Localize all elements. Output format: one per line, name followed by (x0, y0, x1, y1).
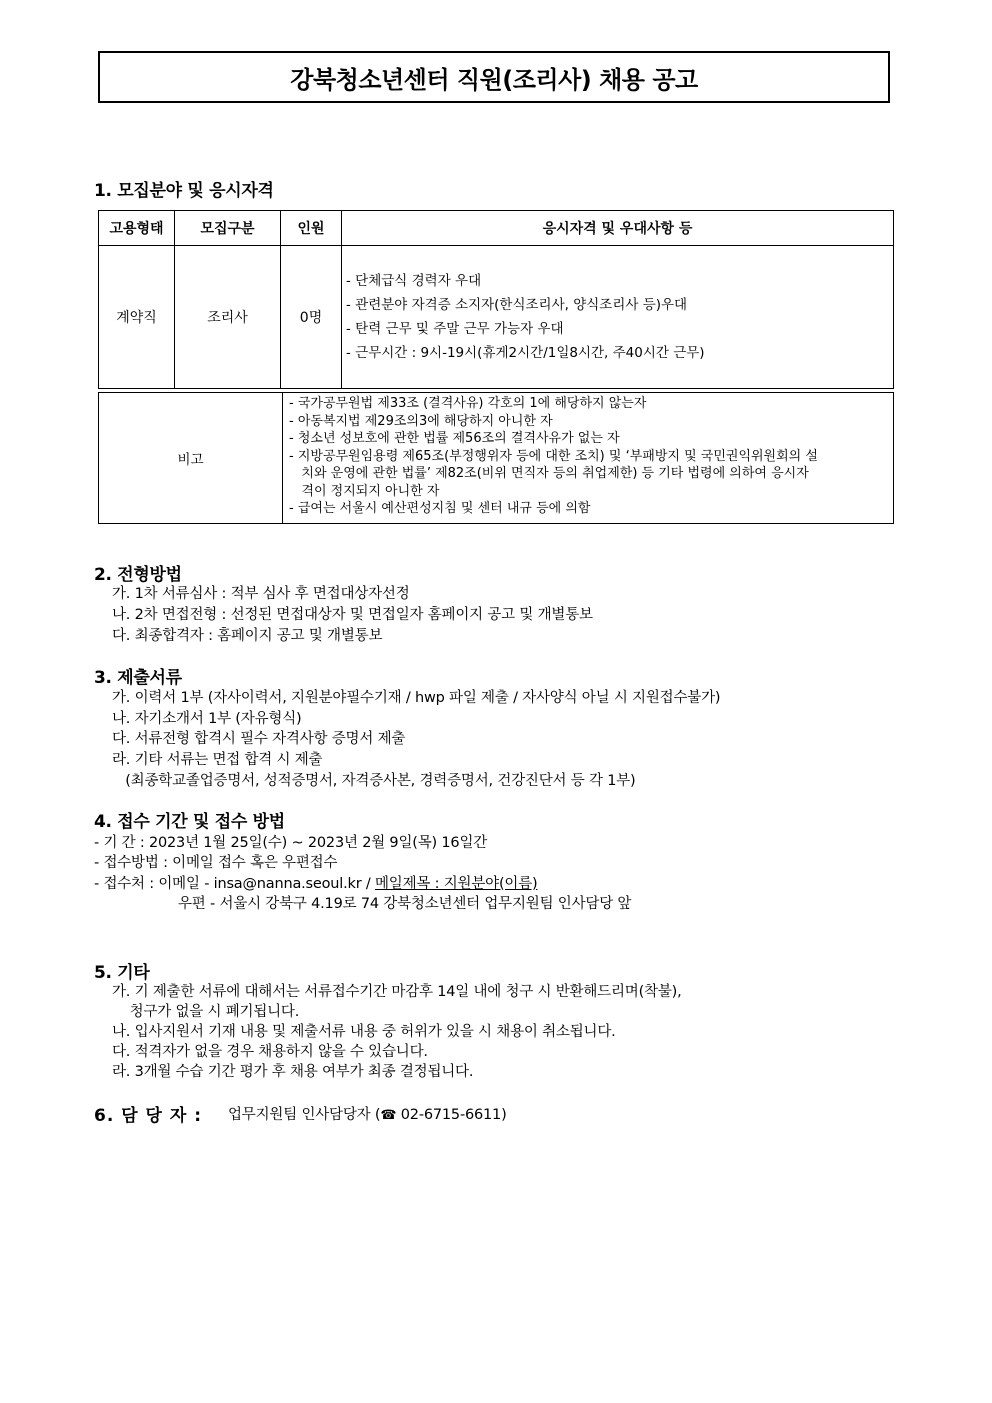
selection-item: 나. 2차 면접전형 : 선정된 면접대상자 및 면접일자 홈페이지 공고 및 개별통보 (112, 607, 593, 623)
note-line: - 국가공무원법 제33조 (결격사유) 각호의 1에 해당하지 않는자 (289, 396, 647, 411)
etc-item: 청구가 없을 시 폐기됩니다. (112, 1004, 300, 1020)
selection-item: 가. 1차 서류심사 : 적부 심사 후 면접대상자선정 (112, 586, 410, 602)
header-qualifications: 응시자격 및 우대사항 등 (342, 211, 894, 246)
document-item: 라. 기타 서류는 면접 합격 시 제출 (112, 752, 323, 768)
section-heading-etc: 5. 기타 (94, 963, 150, 983)
application-contact (94, 872, 537, 893)
note-line: - 아동복지법 제29조의3에 해당하지 아니한 자 (289, 413, 553, 429)
note-line: - 청소년 성보호에 관한 법률 제56조의 결격사유가 없는 자 (289, 431, 620, 446)
section-heading-selection: 2. 전형방법 (94, 565, 182, 585)
etc-item: 가. 기 제출한 서류에 대해서는 서류접수기간 마감후 14일 내에 청구 시 반환해드리며(착불), (112, 984, 682, 1000)
notes-content (283, 393, 893, 523)
application-period: - 기 간 : 2023년 1월 25일(수) ~ 2023년 2월 9일(목) 16일간 (94, 835, 488, 851)
page-title: 강북청소년센터 직원(조리사) 채용 공고 (98, 51, 890, 103)
contact-email: - 접수처 : 이메일 - insa@nanna.seoul.kr / (94, 876, 375, 892)
document-item: 가. 이력서 1부 (자사이력서, 지원분야필수기재 / hwp 파일 제출 / 자사양식 아닐 시 지원접수불가) (112, 690, 721, 706)
header-category: 모집구분 (175, 211, 281, 246)
cell-qualifications (342, 246, 894, 389)
document-item: 나. 자기소개서 1부 (자유형식) (112, 711, 302, 727)
contact-team: 업무지원팀 인사담당자 ( (228, 1107, 381, 1123)
section-heading-contact: 6. 담 당 자 : (94, 1106, 203, 1126)
contact-person (228, 1103, 507, 1124)
section-heading-documents: 3. 제출서류 (94, 668, 182, 688)
phone-icon: ☎ (380, 1108, 397, 1123)
qualification-item: - 단체급식 경력자 우대 (346, 273, 482, 289)
note-line: 격이 정지되지 아니한 자 (289, 483, 440, 499)
notes-label: 비고 (99, 393, 283, 523)
contact-phone: 02-6715-6611) (396, 1107, 507, 1123)
recruitment-table (98, 210, 894, 389)
application-method: - 접수방법 : 이메일 접수 혹은 우편접수 (94, 855, 338, 871)
qualification-item: - 관련분야 자격증 소지자(한식조리사, 양식조리사 등)우대 (346, 297, 688, 313)
selection-item: 다. 최종합격자 : 홈페이지 공고 및 개별통보 (112, 628, 383, 644)
mail-subject-rule: 메일제목 : 지원분야(이름) (374, 876, 538, 892)
etc-item: 나. 입사지원서 기재 내용 및 제출서류 내용 중 허위가 있을 시 채용이 취소됩니다. (112, 1024, 616, 1040)
qualification-item: - 근무시간 : 9시-19시(휴게2시간/1일8시간, 주40시간 근무) (346, 345, 705, 361)
note-line: 치와 운영에 관한 법률’ 제82조(비위 면직자 등의 취업제한) 등 기타 법령에 의하여 응시자 (289, 466, 809, 481)
note-line: - 급여는 서울시 예산편성지침 및 센터 내규 등에 의함 (289, 501, 591, 516)
document-item: (최종학교졸업증명서, 성적증명서, 자격증사본, 경력증명서, 건강진단서 등 각 1부) (112, 773, 636, 789)
cell-count: 0명 (281, 246, 342, 389)
application-post: 우편 - 서울시 강북구 4.19로 74 강북청소년센터 업무지원팀 인사담당 앞 (178, 896, 632, 912)
header-count: 인원 (281, 211, 342, 246)
etc-item: 라. 3개월 수습 기간 평가 후 채용 여부가 최종 결정됩니다. (112, 1064, 474, 1080)
document-item: 다. 서류전형 합격시 필수 자격사항 증명서 제출 (112, 731, 406, 747)
section-heading-application: 4. 접수 기간 및 접수 방법 (94, 812, 285, 832)
note-line: - 지방공무원임용령 제65조(부정행위자 등에 대한 조치) 및 ‘부패방지 및 국민권익위원회의 설 (289, 448, 818, 464)
cell-employment-type: 계약직 (99, 246, 175, 389)
qualification-item: - 탄력 근무 및 주말 근무 가능자 우대 (346, 321, 564, 337)
cell-category: 조리사 (175, 246, 281, 389)
notes-table (98, 392, 894, 524)
etc-item: 다. 적격자가 없을 경우 채용하지 않을 수 있습니다. (112, 1044, 428, 1060)
section-heading-recruitment: 1. 모집분야 및 응시자격 (94, 181, 274, 201)
header-employment-type: 고용형태 (99, 211, 175, 246)
